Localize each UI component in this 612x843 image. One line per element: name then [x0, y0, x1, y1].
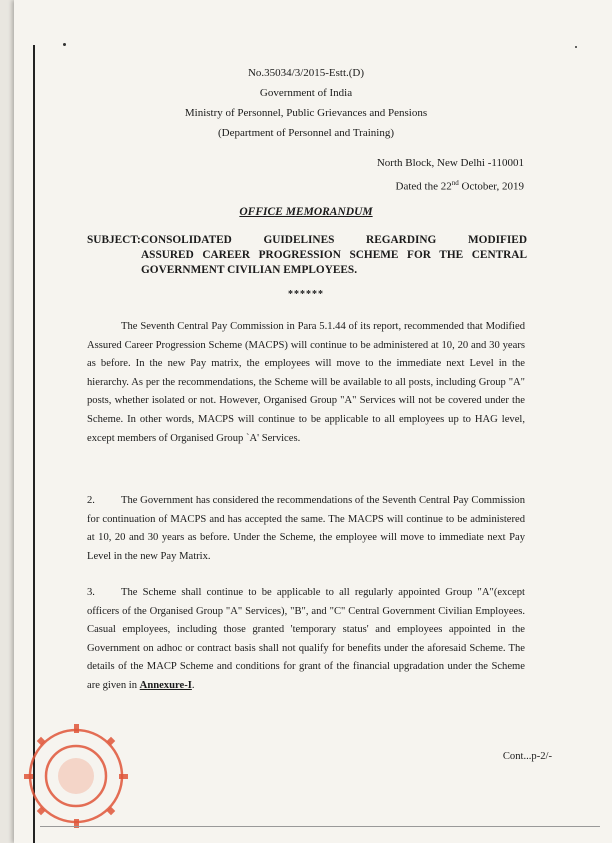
- paragraph-3-number: 3.: [87, 587, 95, 598]
- paragraph-3-text: The Scheme shall continue to be applicable to all regularly appointed Group "A"(except officers of the Organised Group "A" Services), "B", and "C" Central Government Civilian Employees. Casual employees, including those granted 'temporary status' and employees appointed in the Government on adhoc or contract basis shall not qualify for benefits under the aforesaid Scheme. The details of the MACP Scheme and conditions for grant of the financial upgradation under the Scheme are given in: [87, 587, 525, 691]
- file-number: No.35034/3/2015-Estt.(D): [247, 67, 365, 79]
- paragraph-1: [87, 318, 525, 448]
- paragraph-2-text: The Government has considered the recommendations of the Seventh Central Pay Commission for continuation of MACPS and has accepted the same. The MACPS will continue to be administered at 10, 20 and 30 years as before. Under the Scheme, the employee will move to immediate next Pay Level in the new Pay Matrix.: [87, 495, 525, 562]
- memo-date: Dated the 22nd October, 2019: [395, 179, 524, 193]
- subject-line-1: CONSOLIDATED GUIDELINES REGARDING MODIFIED: [141, 234, 527, 246]
- subject-line-rest: ASSURED CAREER PROGRESSION SCHEME FOR THE CENTRAL GOVERNMENT CIVILIAN EMPLOYEES.: [141, 249, 527, 276]
- office-address: North Block, New Delhi -110001: [376, 157, 524, 169]
- ministry-name: Ministry of Personnel, Public Grievances and Pensions: [184, 107, 428, 119]
- paragraph-3: 3. The Scheme shall continue to be applicable to all regularly appointed Group "A"(except officers of the Organised Group "A" Services), "B", and "C" Central Government Civilian Employees. Casual employees, including those granted 'temporary status' and employees appointed in the Government on adhoc or contract basis shall not qualify for benefits under the aforesaid Scheme. The details of the MACP Scheme and conditions for grant of the financial upgradation under the Scheme are given in Annexure-I.: [87, 584, 525, 696]
- annexure-reference[interactable]: Annexure-I: [139, 679, 192, 691]
- paragraph-2-number: 2.: [87, 495, 95, 506]
- paragraph-1-text: The Seventh Central Pay Commission in Para 5.1.44 of its report, recommended that Modified Assured Career Progression Scheme (MACPS) will continue to be administered at 10, 20 and 30 years as before. In the new Pay matrix, the employees will move to the immediate next Level in the hierarchy. As per the recommendations, the Scheme will be available to all posts, including Group "A" posts, whether isolated or not. However, Organised Group "A" Services will not be covered under the Scheme. In other words, MACPS will continue to be applicable to all employees up to HAG level, except members of Organised Group `A' Services.: [87, 321, 525, 444]
- separator: ******: [288, 289, 324, 300]
- scan-edge: [40, 826, 600, 827]
- speck: [63, 43, 66, 46]
- paragraph-2: [87, 492, 525, 566]
- circular-seal-icon: [22, 722, 130, 830]
- speck: [575, 46, 577, 48]
- subject-label: SUBJECT:-: [87, 234, 145, 246]
- government-name: Government of India: [259, 87, 353, 99]
- department-name: (Department of Personnel and Training): [218, 127, 394, 139]
- continuation-note: Cont...p-2/-: [502, 751, 552, 762]
- document-title: OFFICE MEMORANDUM: [239, 206, 373, 218]
